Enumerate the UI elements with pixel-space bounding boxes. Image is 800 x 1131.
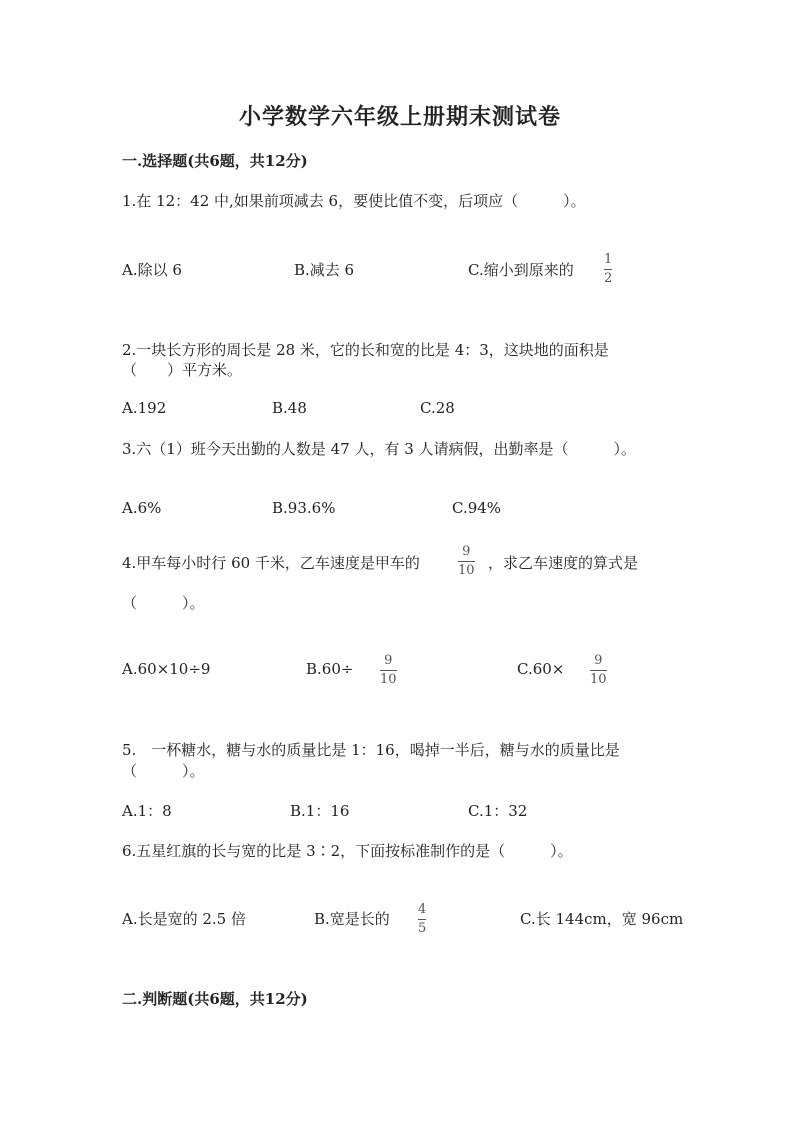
fraction-numerator: 1 bbox=[604, 252, 613, 267]
question-4-fraction bbox=[458, 545, 475, 578]
question-4-option-a: A.60×10÷9 bbox=[122, 660, 211, 678]
question-1-option-c-fraction bbox=[604, 253, 612, 286]
question-4-option-c: C.60× bbox=[517, 660, 565, 678]
question-6-text: 6.五星红旗的长与宽的比是 3∶2，下面按标准制作的是（ ）。 bbox=[122, 842, 573, 860]
question-4-option-b: B.60÷ bbox=[306, 660, 354, 678]
question-1-text: 1.在 12：42 中,如果前项减去 6，要使比值不变，后项应（ ）。 bbox=[122, 192, 586, 210]
question-1-option-c: C.缩小到原来的 bbox=[468, 261, 574, 279]
question-3-option-a: A.6% bbox=[122, 499, 162, 517]
question-2-text-line-2: （ ）平方米。 bbox=[122, 361, 243, 379]
section-heading-choice: 一.选择题(共6题，共12分) bbox=[122, 152, 308, 170]
question-6-option-b: B.宽是长的 bbox=[314, 910, 390, 928]
fraction-bar bbox=[418, 919, 426, 920]
question-2-option-a: A.192 bbox=[122, 399, 167, 417]
fraction-numerator: 9 bbox=[462, 544, 471, 559]
fraction-bar bbox=[590, 670, 607, 671]
question-4-text-part-1: 4.甲车每小时行 60 千米，乙车速度是甲车的 bbox=[122, 554, 420, 572]
question-5-text-line-1: 5. 一杯糖水，糖与水的质量比是 1：16，喝掉一半后，糖与水的质量比是 bbox=[122, 741, 620, 759]
page-title: 小学数学六年级上册期末测试卷 bbox=[238, 104, 561, 130]
question-6-option-b-fraction bbox=[418, 903, 426, 936]
section-heading-judgement: 二.判断题(共6题，共12分) bbox=[122, 990, 308, 1008]
fraction-denominator: 2 bbox=[604, 271, 613, 286]
question-3-text: 3.六（1）班今天出勤的人数是 47 人，有 3 人请病假，出勤率是（ ）。 bbox=[122, 440, 637, 458]
question-1-option-a: A.除以 6 bbox=[122, 261, 182, 279]
question-4-text-line-2: （ ）。 bbox=[122, 594, 205, 612]
fraction-numerator: 9 bbox=[594, 653, 603, 668]
question-5-option-a: A.1：8 bbox=[122, 802, 172, 820]
fraction-numerator: 9 bbox=[384, 653, 393, 668]
fraction-denominator: 10 bbox=[458, 563, 475, 578]
question-2-option-b: B.48 bbox=[272, 399, 307, 417]
fraction-denominator: 10 bbox=[590, 672, 607, 687]
question-4-text-part-2: ，求乙车速度的算式是 bbox=[488, 554, 639, 572]
fraction-denominator: 5 bbox=[418, 921, 427, 936]
question-3-option-b: B.93.6% bbox=[272, 499, 336, 517]
question-3-option-c: C.94% bbox=[452, 499, 502, 517]
question-1-option-b: B.减去 6 bbox=[294, 261, 355, 279]
question-6-option-a: A.长是宽的 2.5 倍 bbox=[122, 910, 246, 928]
fraction-numerator: 4 bbox=[418, 902, 427, 917]
fraction-bar bbox=[458, 561, 475, 562]
fraction-bar bbox=[604, 269, 612, 270]
fraction-bar bbox=[380, 670, 397, 671]
question-6-option-c: C.长 144cm，宽 96cm bbox=[520, 910, 684, 928]
question-2-option-c: C.28 bbox=[420, 399, 455, 417]
question-4-option-c-fraction bbox=[590, 654, 607, 687]
question-2-text-line-1: 2.一块长方形的周长是 28 米，它的长和宽的比是 4：3，这块地的面积是 bbox=[122, 341, 609, 359]
question-4-option-b-fraction bbox=[380, 654, 397, 687]
question-5-option-b: B.1：16 bbox=[290, 802, 350, 820]
fraction-denominator: 10 bbox=[380, 672, 397, 687]
question-5-text-line-2: （ ）。 bbox=[122, 762, 205, 780]
question-5-option-c: C.1：32 bbox=[468, 802, 528, 820]
